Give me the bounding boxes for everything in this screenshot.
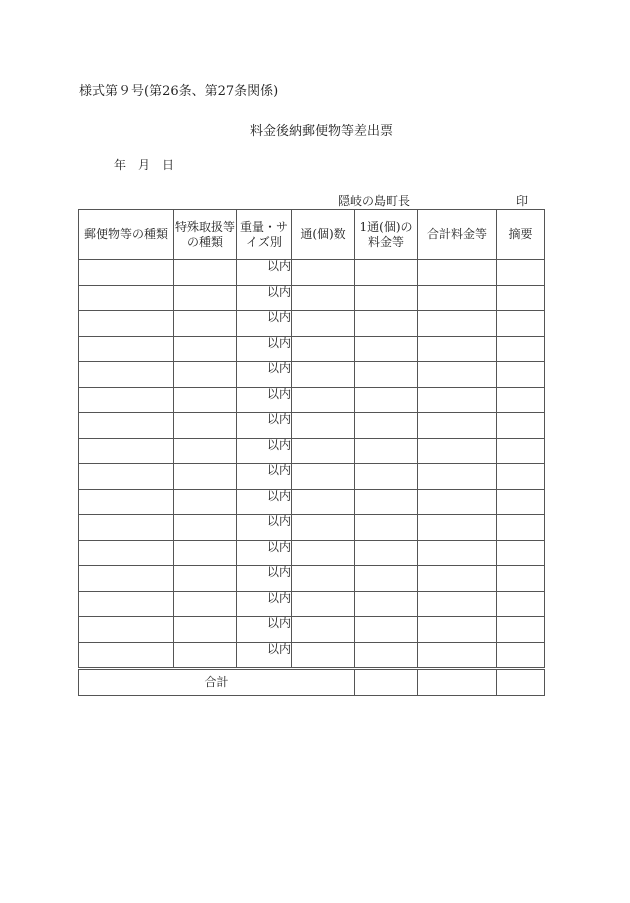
blank-cell[interactable] — [174, 260, 237, 286]
blank-cell[interactable] — [292, 260, 355, 286]
blank-cell[interactable] — [355, 669, 418, 696]
blank-cell[interactable] — [497, 566, 545, 592]
blank-cell[interactable] — [418, 362, 497, 388]
table-row — [79, 311, 545, 337]
weight-cell[interactable]: 以内 — [237, 311, 292, 337]
blank-cell[interactable] — [79, 591, 174, 617]
blank-cell[interactable] — [497, 260, 545, 286]
table-row — [79, 285, 545, 311]
blank-cell[interactable] — [292, 285, 355, 311]
blank-cell[interactable] — [292, 591, 355, 617]
header-cell: 特殊取扱等の種類 — [174, 210, 237, 260]
blank-cell[interactable] — [497, 311, 545, 337]
document-title: 料金後納郵便物等差出票 — [250, 124, 394, 139]
blank-cell[interactable] — [497, 413, 545, 439]
blank-cell[interactable] — [292, 464, 355, 490]
blank-cell[interactable] — [418, 515, 497, 541]
blank-cell[interactable] — [174, 515, 237, 541]
blank-cell[interactable] — [355, 260, 418, 286]
blank-cell[interactable] — [174, 387, 237, 413]
blank-cell[interactable] — [355, 464, 418, 490]
blank-cell[interactable] — [174, 617, 237, 643]
blank-cell[interactable] — [418, 285, 497, 311]
blank-cell[interactable] — [355, 591, 418, 617]
blank-cell[interactable] — [292, 617, 355, 643]
blank-cell[interactable] — [174, 438, 237, 464]
table-row — [79, 464, 545, 490]
blank-cell[interactable] — [174, 566, 237, 592]
blank-cell[interactable] — [418, 642, 497, 669]
weight-cell[interactable]: 以内 — [237, 362, 292, 388]
blank-cell[interactable] — [292, 387, 355, 413]
blank-cell[interactable] — [79, 260, 174, 286]
date-line: 年 月 日 — [114, 158, 175, 172]
blank-cell[interactable] — [355, 362, 418, 388]
blank-cell[interactable] — [292, 438, 355, 464]
blank-cell[interactable] — [79, 311, 174, 337]
form-number: 様式第９号(第26条、第27条関係) — [79, 84, 279, 99]
blank-cell[interactable] — [355, 285, 418, 311]
table-row — [79, 387, 545, 413]
blank-cell[interactable] — [418, 540, 497, 566]
blank-cell[interactable] — [497, 285, 545, 311]
weight-cell[interactable]: 以内 — [237, 260, 292, 286]
blank-cell[interactable] — [292, 515, 355, 541]
weight-cell[interactable]: 以内 — [237, 489, 292, 515]
blank-cell[interactable] — [497, 617, 545, 643]
blank-cell[interactable] — [174, 311, 237, 337]
header-row — [79, 210, 545, 260]
blank-cell[interactable] — [292, 540, 355, 566]
header-cell: 通(個)数 — [292, 210, 355, 260]
table-row — [79, 642, 545, 669]
blank-cell[interactable] — [497, 669, 545, 696]
header-cell: 摘要 — [497, 210, 545, 260]
weight-cell[interactable]: 以内 — [237, 464, 292, 490]
blank-cell[interactable] — [418, 336, 497, 362]
blank-cell[interactable] — [355, 413, 418, 439]
weight-cell[interactable]: 以内 — [237, 617, 292, 643]
blank-cell[interactable] — [79, 642, 174, 669]
weight-cell[interactable]: 以内 — [237, 540, 292, 566]
blank-cell[interactable] — [174, 642, 237, 669]
blank-cell[interactable] — [418, 311, 497, 337]
seal-mark: 印 — [516, 194, 529, 208]
blank-cell[interactable] — [174, 489, 237, 515]
blank-cell[interactable] — [292, 413, 355, 439]
blank-cell[interactable] — [418, 464, 497, 490]
blank-cell[interactable] — [355, 617, 418, 643]
blank-cell[interactable] — [355, 311, 418, 337]
blank-cell[interactable] — [79, 336, 174, 362]
shipment-table — [78, 209, 545, 696]
blank-cell[interactable] — [355, 336, 418, 362]
blank-cell[interactable] — [79, 489, 174, 515]
blank-cell[interactable] — [355, 387, 418, 413]
blank-cell[interactable] — [497, 540, 545, 566]
blank-cell[interactable] — [292, 566, 355, 592]
table-row — [79, 336, 545, 362]
blank-cell[interactable] — [292, 362, 355, 388]
blank-cell[interactable] — [497, 642, 545, 669]
blank-cell[interactable] — [174, 540, 237, 566]
table-row — [79, 617, 545, 643]
blank-cell[interactable] — [79, 285, 174, 311]
blank-cell[interactable] — [497, 489, 545, 515]
blank-cell[interactable] — [174, 336, 237, 362]
blank-cell[interactable] — [418, 489, 497, 515]
blank-cell[interactable] — [79, 438, 174, 464]
total-row — [79, 669, 545, 696]
weight-cell[interactable]: 以内 — [237, 285, 292, 311]
blank-cell[interactable] — [79, 515, 174, 541]
blank-cell[interactable] — [497, 515, 545, 541]
blank-cell[interactable] — [79, 617, 174, 643]
weight-cell[interactable]: 以内 — [237, 566, 292, 592]
weight-cell[interactable]: 以内 — [237, 438, 292, 464]
blank-cell[interactable] — [418, 387, 497, 413]
weight-cell[interactable]: 以内 — [237, 642, 292, 669]
blank-cell[interactable] — [174, 413, 237, 439]
addressee: 隠岐の島町長 — [338, 194, 411, 208]
blank-cell[interactable] — [292, 311, 355, 337]
blank-cell[interactable] — [174, 362, 237, 388]
table-row — [79, 489, 545, 515]
blank-cell[interactable] — [418, 413, 497, 439]
weight-cell[interactable]: 以内 — [237, 413, 292, 439]
blank-cell[interactable] — [497, 362, 545, 388]
blank-cell[interactable] — [497, 438, 545, 464]
total-amount-cell[interactable] — [418, 669, 497, 696]
blank-cell[interactable] — [355, 438, 418, 464]
header-cell: 1通(個)の料金等 — [355, 210, 418, 260]
table-row — [79, 591, 545, 617]
total-label: 合計 — [79, 669, 355, 696]
blank-cell[interactable] — [79, 566, 174, 592]
header-cell: 重量・サイズ別 — [237, 210, 292, 260]
header-cell: 郵便物等の種類 — [79, 210, 174, 260]
blank-cell[interactable] — [174, 591, 237, 617]
blank-cell[interactable] — [79, 362, 174, 388]
blank-cell[interactable] — [355, 515, 418, 541]
table-row — [79, 260, 545, 286]
blank-cell[interactable] — [355, 489, 418, 515]
weight-cell[interactable]: 以内 — [237, 515, 292, 541]
blank-cell[interactable] — [497, 464, 545, 490]
blank-cell[interactable] — [497, 387, 545, 413]
weight-cell[interactable]: 以内 — [237, 387, 292, 413]
header-cell: 合計料金等 — [418, 210, 497, 260]
blank-cell[interactable] — [418, 566, 497, 592]
blank-cell[interactable] — [292, 489, 355, 515]
blank-cell[interactable] — [79, 464, 174, 490]
table-row — [79, 362, 545, 388]
blank-cell[interactable] — [418, 617, 497, 643]
table-row — [79, 566, 545, 592]
table-row — [79, 413, 545, 439]
blank-cell[interactable] — [79, 540, 174, 566]
blank-cell[interactable] — [497, 591, 545, 617]
blank-cell[interactable] — [174, 285, 237, 311]
blank-cell[interactable] — [355, 540, 418, 566]
blank-cell[interactable] — [355, 566, 418, 592]
blank-cell[interactable] — [292, 336, 355, 362]
weight-cell[interactable]: 以内 — [237, 591, 292, 617]
table-row — [79, 515, 545, 541]
table-row — [79, 540, 545, 566]
weight-cell[interactable]: 以内 — [237, 336, 292, 362]
blank-cell[interactable] — [79, 413, 174, 439]
blank-cell[interactable] — [418, 260, 497, 286]
blank-cell[interactable] — [497, 336, 545, 362]
blank-cell[interactable] — [355, 642, 418, 669]
blank-cell[interactable] — [418, 591, 497, 617]
table-row — [79, 438, 545, 464]
blank-cell[interactable] — [418, 438, 497, 464]
blank-cell[interactable] — [292, 642, 355, 669]
blank-cell[interactable] — [174, 464, 237, 490]
blank-cell[interactable] — [79, 387, 174, 413]
